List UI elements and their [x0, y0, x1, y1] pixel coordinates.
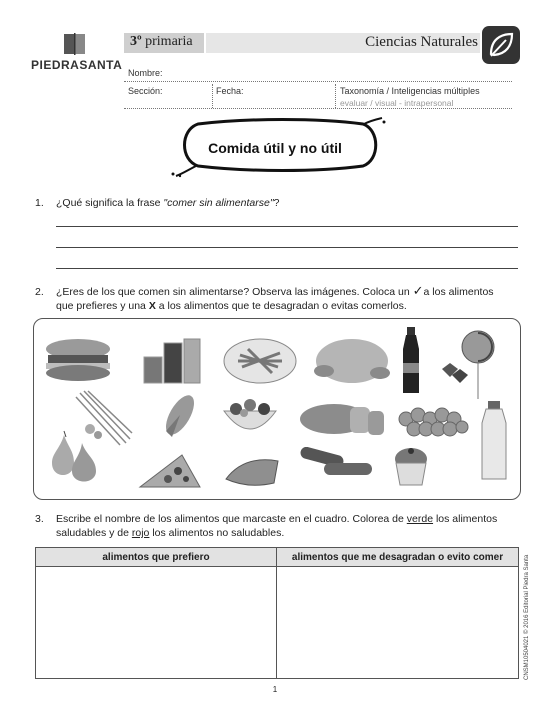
q3-line-2: [56, 526, 284, 540]
col-header-preferred: alimentos que prefiero: [36, 548, 277, 567]
answer-line-1[interactable]: [56, 226, 518, 227]
q2-line-2-post: a los alimentos que te desagradan o evitas comerlos.: [155, 300, 407, 312]
subject-title: Ciencias Naturales: [365, 34, 478, 50]
roast-chicken-image[interactable]: [310, 331, 392, 387]
q1-text-post: ?: [273, 197, 280, 209]
salad-bowl-image[interactable]: [220, 397, 280, 445]
q2-line-1-post: a los alimentos: [423, 286, 494, 298]
q2-line-2-pre: que prefieres y una: [56, 300, 149, 312]
fish-fillet-image[interactable]: [224, 449, 282, 489]
x-mark: X: [148, 300, 156, 312]
leaf-icon: [482, 26, 520, 64]
q2-line-1: [56, 285, 494, 299]
red-word: rojo: [131, 527, 150, 539]
preferred-foods-cell[interactable]: [36, 567, 277, 679]
q3-line-1-post: los alimentos: [433, 513, 498, 525]
q3-line-1: [56, 512, 497, 526]
grade-number: 3º: [130, 34, 142, 49]
q1-number: 1.: [35, 197, 44, 209]
name-field-label: Nombre:: [128, 68, 163, 78]
taxonomy-label: Taxonomía / Inteligencias múltiples: [340, 86, 480, 96]
taxonomy-sub: evaluar / visual - intrapersonal: [340, 98, 454, 108]
green-word: verde: [406, 513, 434, 525]
french-fries-image[interactable]: [222, 337, 298, 385]
q1-emphasis: "comer sin alimentarse": [163, 197, 274, 209]
q3-line-2-post: los alimentos no saludables.: [149, 527, 285, 539]
zucchini-image[interactable]: [298, 447, 374, 483]
juice-glasses-image[interactable]: [142, 331, 204, 387]
answer-line-2[interactable]: [56, 247, 518, 248]
soda-bottle-image[interactable]: [400, 327, 422, 397]
q2-line-2: [56, 299, 407, 313]
candies-lollipop-image[interactable]: [438, 329, 498, 401]
q1-text: [56, 196, 279, 210]
name-field-line[interactable]: [124, 81, 512, 82]
q2-number: 2.: [35, 286, 44, 298]
sandwich-image[interactable]: [42, 337, 114, 383]
header-bottom-line: [124, 108, 512, 109]
date-field-label: Fecha:: [216, 86, 244, 96]
corn-image[interactable]: [158, 391, 202, 439]
q1-text-pre: ¿Qué significa la frase: [56, 197, 164, 209]
bread-image[interactable]: [298, 399, 388, 439]
grade-level: primaria: [145, 34, 193, 49]
food-preference-table: [35, 547, 519, 679]
milk-bottle-image[interactable]: [480, 401, 508, 481]
section-field-label: Sección:: [128, 86, 163, 96]
page-number: 1: [272, 685, 278, 694]
worksheet-title: Comida útil y no útil: [208, 140, 342, 156]
pizza-image[interactable]: [138, 451, 204, 491]
field-divider: [212, 84, 213, 108]
pears-image[interactable]: [44, 429, 104, 489]
q3-line-2-pre: saludables y de: [56, 527, 132, 539]
q3-line-1-pre: Escribe el nombre de los alimentos que marcaste en el cuadro. Colorea de: [56, 513, 407, 525]
answer-line-3[interactable]: [56, 268, 518, 269]
q3-number: 3.: [35, 513, 44, 525]
brand-name: PIEDRASANTA: [31, 58, 123, 72]
leaf-badge: [482, 26, 520, 64]
q2-line-1-pre: ¿Eres de los que comen sin alimentarse? Observa las imágenes. Coloca un: [56, 286, 413, 298]
book-logo-icon: [62, 33, 88, 57]
check-mark: ✓: [412, 284, 424, 299]
disliked-foods-cell[interactable]: [277, 567, 519, 679]
field-divider: [335, 84, 336, 108]
ice-cream-cup-image[interactable]: [390, 445, 432, 487]
grade-label: [130, 34, 193, 50]
col-header-disliked: alimentos que me desagradan o evito comer: [277, 548, 519, 567]
grapes-image[interactable]: [396, 401, 472, 441]
food-images-box: [33, 318, 521, 500]
copyright-note: CNSM10504021 © 2016 Editorial Piedra Santa: [524, 554, 530, 680]
